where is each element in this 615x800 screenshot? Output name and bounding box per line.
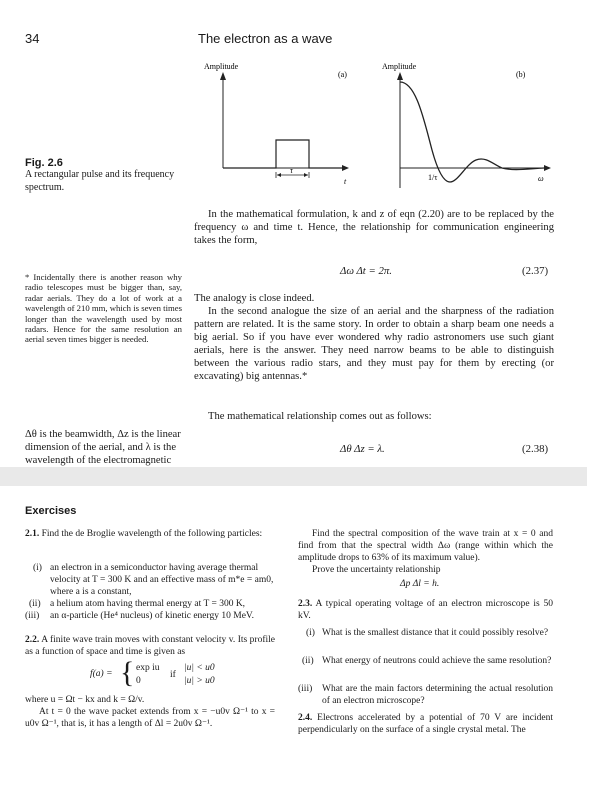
figure-label: Fig. 2.6 (25, 157, 63, 169)
exercise-2-4-text: Electrons accelerated by a potential of 70 V are incident perpendicularly on the surface of a single crystal metal. The (298, 713, 554, 735)
formula-case1-value: exp iu (136, 663, 160, 673)
exercise-2-1-item-i-label: (i) (33, 563, 42, 573)
exercise-2-2-text: A finite wave train moves with constant velocity v. Its profile as a function of space and time is given as (25, 635, 275, 657)
panel-a-y-arrow (220, 72, 226, 80)
rectangular-pulse (223, 140, 346, 168)
panel-a-tag: (a) (338, 70, 347, 79)
exercise-2-3 (298, 598, 553, 622)
uncertainty-relation: Δp Δl = h. (400, 579, 440, 589)
panel-b (382, 62, 551, 188)
exercise-2-2-prove: Prove the uncertainty relationship (312, 565, 441, 575)
exercise-2-4 (298, 712, 553, 736)
exercise-2-1-item-ii: a helium atom having thermal energy at T = 300 K, (50, 599, 246, 609)
exercise-2-3-text: A typical operating voltage of an electron microscope is 50 kV. (298, 599, 553, 621)
exercise-2-2-extent: At t = 0 the wave packet extends from x = −u0v Ω⁻¹ to x = u0v Ω⁻¹, that is, it has a length of Δl = 2u0v Ω⁻¹. (25, 707, 275, 729)
exercise-2-2 (25, 634, 275, 658)
exercise-2-1-item-iii: an α-particle (He⁴ nucleus) of kinetic energy 10 MeV. (50, 611, 254, 621)
exercise-2-2-continued: Find the spectral composition of the wave train at x = 0 and find from that the spectral width Δω (range within which the amplitude drops to 63% of its maximum value). (298, 529, 553, 563)
frequency-spectrum-curve (400, 82, 544, 182)
paragraph-aerial: In the second analogue the size of an aerial and the sharpness of the radiation pattern are related. It is the same story. In order to obtain a sharp beam one needs a big aerial. So if you have ever wondered why radio astronomers use such giant aerials, here is the answer. They need narrow beams to be able to distinguish between the various radio stars, and they must pay for them by erecting (or excavating) big antennas.* (194, 306, 554, 382)
exercise-2-1 (25, 528, 275, 540)
formula-brace: { (120, 656, 135, 689)
equation-2-37-number: (2.37) (522, 265, 549, 277)
exercise-2-1-item-i-line2: velocity at T = 300 K and an effective mass of m*e = am0, (50, 575, 274, 585)
panel-b-tag: (b) (516, 70, 526, 79)
footnote: * Incidentally there is another reason why radio telescopes must be bigger than, say, radar aerials. They do a lot of work at a wavelength of 210 mm, which is seven times longer than the wavelength used by most radars. Hence for the same resolution an aerial seven times bigger is needed. (25, 272, 182, 345)
pulse-width-arrow-right (304, 173, 308, 177)
exercise-2-3-item-i: What is the smallest distance that it could possibly resolve? (322, 628, 549, 638)
equation-2-38: Δθ Δz = λ. (340, 443, 385, 455)
section-divider-band (0, 467, 587, 486)
panel-b-x-label: ω (538, 174, 544, 183)
formula-case1-condition: |u| < u0 (184, 663, 215, 673)
panel-b-x-arrow (544, 165, 551, 171)
panel-a-x-label: t (344, 177, 347, 186)
exercise-2-2-where: where u = Ωt − kx and k = Ω/v. (25, 695, 145, 705)
paragraph-relationship: The mathematical relationship comes out as follows: (208, 411, 432, 422)
exercise-2-1-item-i-line3: where a is a constant, (50, 587, 132, 597)
exercise-2-3-item-iii-label: (iii) (298, 684, 313, 694)
margin-note: Δθ is the beamwidth, Δz is the linear dimension of the aerial, and λ is the wavelength of the electromagnetic (25, 429, 181, 466)
exercise-2-1-number: 2.1. (25, 529, 40, 539)
formula-case2-condition: |u| > u0 (184, 676, 215, 686)
panel-b-y-label: Amplitude (382, 62, 417, 71)
figure-2-6 (196, 60, 566, 190)
exercise-2-1-item-i (50, 562, 278, 598)
exercises-heading: Exercises (25, 505, 77, 517)
paragraph-analogy: The analogy is close indeed. (194, 293, 315, 304)
exercise-2-1-item-i-line1: an electron in a semiconductor having average thermal (50, 563, 259, 573)
pulse-width-arrow-left (277, 173, 281, 177)
exercise-2-4-number: 2.4. (298, 713, 313, 723)
formula-case2-value: 0 (136, 676, 141, 686)
panel-b-zero-label: 1/τ (428, 173, 438, 182)
running-title: The electron as a wave (198, 31, 333, 46)
formula-if: if (170, 670, 176, 680)
equation-2-38-number: (2.38) (522, 443, 549, 455)
exercise-2-1-item-iii-label: (iii) (25, 611, 40, 621)
exercise-2-3-item-ii: What energy of neutrons could achieve the same resolution? (322, 656, 552, 666)
panel-a (204, 62, 349, 186)
figure-caption: A rectangular pulse and its frequency spectrum. (25, 169, 175, 193)
exercise-2-3-item-i-label: (i) (306, 628, 315, 638)
exercise-2-1-item-ii-label: (ii) (29, 599, 41, 609)
panel-b-y-arrow (397, 72, 403, 80)
exercise-2-3-item-ii-label: (ii) (302, 656, 314, 666)
panel-a-y-label: Amplitude (204, 62, 239, 71)
equation-2-37: Δω Δt = 2π. (340, 265, 392, 277)
paragraph-formulation: In the mathematical formulation, k and z of eqn (2.20) are to be replaced by the frequency ω and time t. Hence, the relationship for communication engineering takes the form, (194, 209, 554, 246)
exercise-2-3-number: 2.3. (298, 599, 313, 609)
pulse-width-label: τ (290, 166, 293, 175)
exercise-2-2-number: 2.2. (25, 635, 40, 645)
exercise-2-1-text: Find the de Broglie wavelength of the following particles: (41, 529, 263, 539)
page-number: 34 (25, 31, 40, 46)
exercise-2-3-item-iii: What are the main factors determining the actual resolution of an electron microscope? (322, 684, 553, 706)
formula-lhs: f(a) = (90, 669, 113, 679)
